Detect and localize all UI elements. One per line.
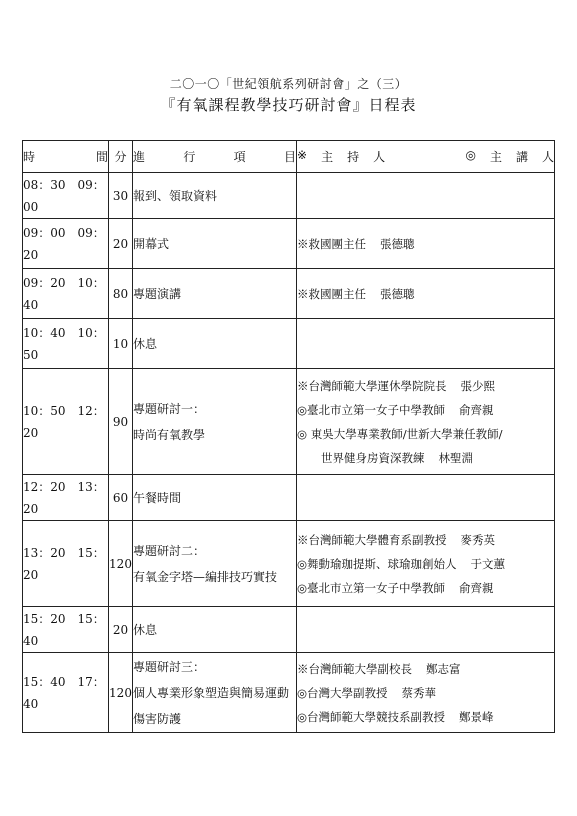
row-minutes: 90 bbox=[109, 369, 133, 475]
column-header-host-speaker bbox=[297, 141, 555, 173]
schedule-table bbox=[22, 140, 555, 733]
schedule-row bbox=[23, 173, 555, 219]
row-hosts bbox=[297, 475, 555, 521]
schedule-body bbox=[23, 173, 555, 733]
host-title: ※救國團主任 bbox=[297, 236, 366, 251]
document-subtitle: 二〇一〇「世紀領航系列研討會」之（三） bbox=[169, 77, 408, 91]
row-item bbox=[133, 607, 297, 653]
row-time: 15：40 17：40 bbox=[23, 653, 109, 733]
column-header-time bbox=[23, 141, 109, 173]
row-item-line: 專題研討二： bbox=[133, 543, 206, 558]
row-time: 09：20 10：40 bbox=[23, 269, 109, 319]
host-name: 麥秀英 bbox=[460, 532, 495, 547]
host-name: 俞齊親 bbox=[459, 402, 494, 417]
row-hosts bbox=[297, 269, 555, 319]
host-line bbox=[297, 398, 554, 422]
host-title: ◎台灣大學副教授 bbox=[297, 685, 388, 700]
host-name: 鄭景峰 bbox=[459, 709, 494, 724]
row-item-line: 個人專業形象塑造與簡易運動傷害防護 bbox=[133, 685, 290, 726]
host-line bbox=[297, 552, 554, 576]
schedule-row bbox=[23, 521, 555, 607]
host-name: 于文蕙 bbox=[470, 556, 506, 571]
host-title: ※救國團主任 bbox=[297, 286, 366, 301]
row-minutes: 30 bbox=[109, 173, 133, 219]
host-title: ※台灣師範大學體育系副教授 bbox=[297, 532, 447, 547]
column-header-item-char: 目 bbox=[283, 150, 296, 164]
host-name: 張德聰 bbox=[380, 286, 415, 301]
row-minutes: 20 bbox=[109, 219, 133, 269]
row-hosts bbox=[297, 369, 555, 475]
host-title: 世界健身房資深教練 bbox=[321, 450, 425, 465]
host-line bbox=[297, 528, 554, 552]
column-header-speaker-char: ◎ bbox=[465, 148, 476, 162]
host-line bbox=[297, 374, 554, 398]
row-minutes: 120 bbox=[109, 653, 133, 733]
host-title: ◎臺北市立第一女子中學教師 bbox=[297, 402, 446, 417]
row-time: 15：20 15：40 bbox=[23, 607, 109, 653]
schedule-row bbox=[23, 607, 555, 653]
host-name: 俞齊親 bbox=[459, 580, 494, 595]
row-item-line: 休息 bbox=[133, 336, 158, 351]
host-line bbox=[297, 446, 554, 470]
column-header-host-char: 主 bbox=[321, 150, 334, 164]
row-item-line: 專題研討三： bbox=[133, 659, 206, 674]
host-line bbox=[297, 232, 554, 256]
row-item-line: 報到、領取資料 bbox=[133, 188, 218, 203]
row-minutes: 20 bbox=[109, 607, 133, 653]
column-header-speaker-char: 人 bbox=[541, 150, 554, 164]
row-item-line: 午餐時間 bbox=[133, 490, 182, 505]
row-item-line: 專題研討一： bbox=[133, 401, 206, 416]
column-header-speaker-char: 主 bbox=[489, 150, 502, 164]
column-header-host-char: 持 bbox=[347, 150, 360, 164]
column-header-item bbox=[133, 141, 297, 173]
row-item bbox=[133, 173, 297, 219]
row-time: 10：40 10：50 bbox=[23, 319, 109, 369]
row-item-line: 專題演講 bbox=[133, 286, 182, 301]
row-item-line: 有氧金字塔—編排技巧實技 bbox=[133, 569, 278, 584]
host-title: ◎舞動瑜珈提斯、球瑜珈創始人 bbox=[297, 556, 457, 571]
schedule-row bbox=[23, 269, 555, 319]
row-hosts bbox=[297, 219, 555, 269]
row-item bbox=[133, 653, 297, 733]
row-minutes: 60 bbox=[109, 475, 133, 521]
host-line bbox=[297, 576, 554, 600]
host-line bbox=[297, 422, 554, 446]
row-hosts bbox=[297, 521, 555, 607]
row-item-line: 時尚有氧教學 bbox=[133, 427, 206, 442]
host-line bbox=[297, 705, 554, 729]
column-header-time-char: 時 bbox=[23, 150, 36, 164]
row-hosts bbox=[297, 319, 555, 369]
column-header-host-char: 人 bbox=[373, 150, 386, 164]
host-line bbox=[297, 282, 554, 306]
row-minutes: 10 bbox=[109, 319, 133, 369]
host-title: ◎臺北市立第一女子中學教師 bbox=[297, 580, 446, 595]
host-title: ※台灣師範大學運休學院院長 bbox=[297, 378, 447, 393]
host-name: 張少熙 bbox=[460, 378, 495, 393]
row-time: 13：20 15：20 bbox=[23, 521, 109, 607]
document-title: 『有氧課程教學技巧研討會』日程表 bbox=[160, 96, 417, 114]
column-header-item-char: 行 bbox=[183, 150, 196, 164]
row-time: 09：00 09：20 bbox=[23, 219, 109, 269]
table-header-row bbox=[23, 141, 555, 173]
host-line bbox=[297, 657, 554, 681]
schedule-row bbox=[23, 475, 555, 521]
row-hosts bbox=[297, 607, 555, 653]
host-name: 鄭志富 bbox=[426, 661, 461, 676]
host-title: ◎ 東吳大學專業教師/世新大學兼任教師/ bbox=[297, 426, 503, 441]
host-title: ◎台灣師範大學競技系副教授 bbox=[297, 709, 446, 724]
schedule-row bbox=[23, 369, 555, 475]
column-header-host-char: ※ bbox=[297, 148, 308, 162]
row-hosts bbox=[297, 653, 555, 733]
schedule-row bbox=[23, 319, 555, 369]
column-header-item-char: 進 bbox=[133, 150, 146, 164]
column-header-time-char: 間 bbox=[95, 150, 108, 164]
row-minutes: 120 bbox=[109, 521, 133, 607]
row-item-line: 休息 bbox=[133, 622, 158, 637]
row-item-line: 開幕式 bbox=[133, 236, 170, 251]
row-item bbox=[133, 219, 297, 269]
row-minutes: 80 bbox=[109, 269, 133, 319]
column-header-speaker-char: 講 bbox=[515, 150, 528, 164]
schedule-row bbox=[23, 219, 555, 269]
row-time: 10：50 12：20 bbox=[23, 369, 109, 475]
row-item bbox=[133, 521, 297, 607]
host-name: 張德聰 bbox=[380, 236, 415, 251]
row-time: 12：20 13：20 bbox=[23, 475, 109, 521]
row-item bbox=[133, 369, 297, 475]
host-name: 林聖淵 bbox=[438, 450, 473, 465]
host-title: ※台灣師範大學副校長 bbox=[297, 661, 412, 676]
row-hosts bbox=[297, 173, 555, 219]
host-name: 蔡秀華 bbox=[401, 685, 437, 700]
row-item bbox=[133, 319, 297, 369]
row-item bbox=[133, 475, 297, 521]
host-line bbox=[297, 681, 554, 705]
column-header-minutes: 分 bbox=[109, 141, 133, 173]
row-time: 08：30 09：00 bbox=[23, 173, 109, 219]
schedule-row bbox=[23, 653, 555, 733]
row-item bbox=[133, 269, 297, 319]
column-header-item-char: 項 bbox=[233, 150, 246, 164]
